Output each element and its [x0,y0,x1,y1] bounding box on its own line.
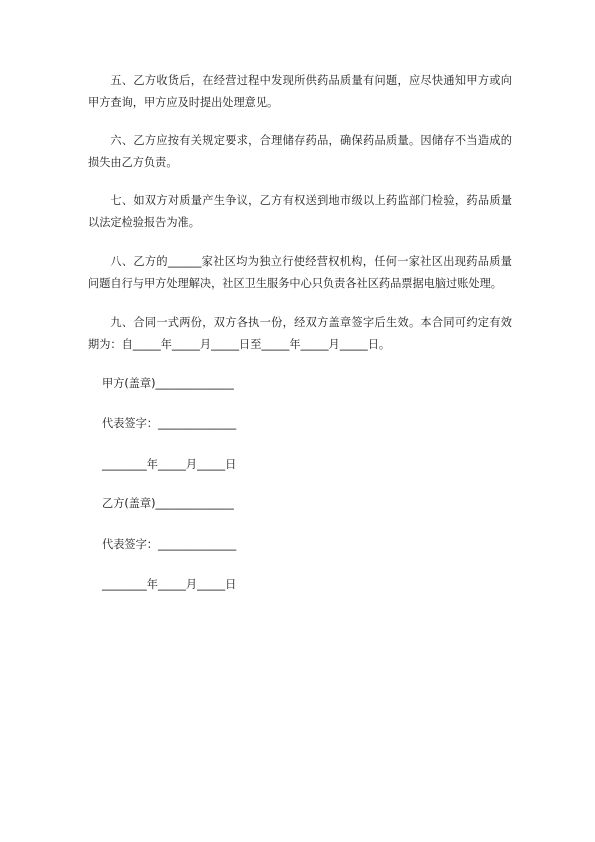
clause-7: 七、如双方对质量产生争议，乙方有权送到地市级以上药监部门检验，药品质量以法定检验报告为准。 [88,194,512,229]
clause-6: 六、乙方应按有关规定要求，合理储存药品，确保药品质量。因储存不当造成的损失由乙方负责。 [88,134,512,169]
party-b-representative-line: 代表签字：______________ [102,538,237,551]
party-a-seal-line: 甲方(盖章)______________ [102,377,234,390]
party-b-seal-line: 乙方(盖章)______________ [102,497,234,510]
clause-8: 八、乙方的______家社区均为独立行使经营权机构，任何一家社区出现药品质量问题自行与甲方处理解决，社区卫生服务中心只负责各社区药品票据电脑过账处理。 [88,255,512,290]
clause-9: 九、合同一式两份，双方各执一份，经双方盖章签字后生效。本合同可约定有效期为：自_____年_____月_____日至_____年_____月_____日。 [88,316,512,351]
party-a-date-line: ________年_____月_____日 [102,458,237,471]
party-a-representative-line: 代表签字：______________ [102,417,237,430]
party-b-date-line: ________年_____月_____日 [102,578,237,591]
clause-5: 五、乙方收货后，在经营过程中发现所供药品质量有问题，应尽快通知甲方或向甲方查询，甲方应及时提出处理意见。 [88,74,512,109]
